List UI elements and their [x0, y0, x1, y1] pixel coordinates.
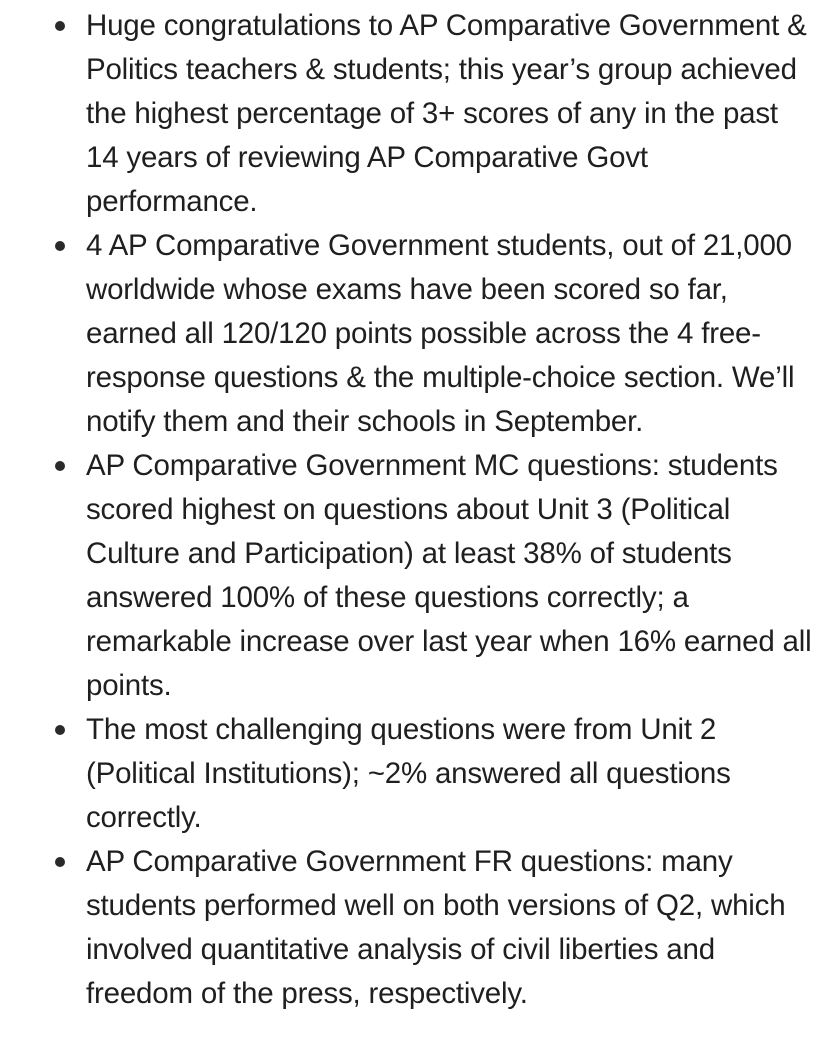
bullet-dot-icon — [55, 461, 65, 471]
bullet-list — [0, 4, 812, 1016]
bullet-dot-icon — [55, 725, 65, 735]
bullet-item-1 — [0, 4, 812, 224]
bullet-item-4 — [0, 708, 812, 840]
bullet-text: Huge congratulations to AP Comparative Government & Politics teachers & students; this year’s group achieved the highest percentage of 3+ scores of any in the past 14 years of reviewing AP Comparative Govt performance. — [86, 9, 807, 218]
bullet-text: 4 AP Comparative Government students, out of 21,000 worldwide whose exams have been scored so far, earned all 120/120 points possible across the 4 free-response questions & the multiple-choice section. We’ll notify them and their schools in September. — [86, 229, 795, 438]
bullet-dot-icon — [55, 241, 65, 251]
bullet-dot-icon — [55, 21, 65, 31]
bullet-text: The most challenging questions were from Unit 2 (Political Institutions); ~2% answered all questions correctly. — [86, 713, 731, 834]
bullet-dot-icon — [55, 857, 65, 867]
bullet-item-5 — [0, 840, 812, 1016]
bullet-item-2 — [0, 224, 812, 444]
bullet-text: AP Comparative Government MC questions: students scored highest on questions about Unit 3 (Political Culture and Participation) at least 38% of students answered 100% of these questions correctly; a remarkable increase over last year when 16% earned all points. — [86, 449, 812, 702]
bullet-item-3 — [0, 444, 812, 708]
bullet-text: AP Comparative Government FR questions: many students performed well on both versions of Q2, which involved quantitative analysis of civil liberties and freedom of the press, respectively. — [86, 845, 786, 1010]
